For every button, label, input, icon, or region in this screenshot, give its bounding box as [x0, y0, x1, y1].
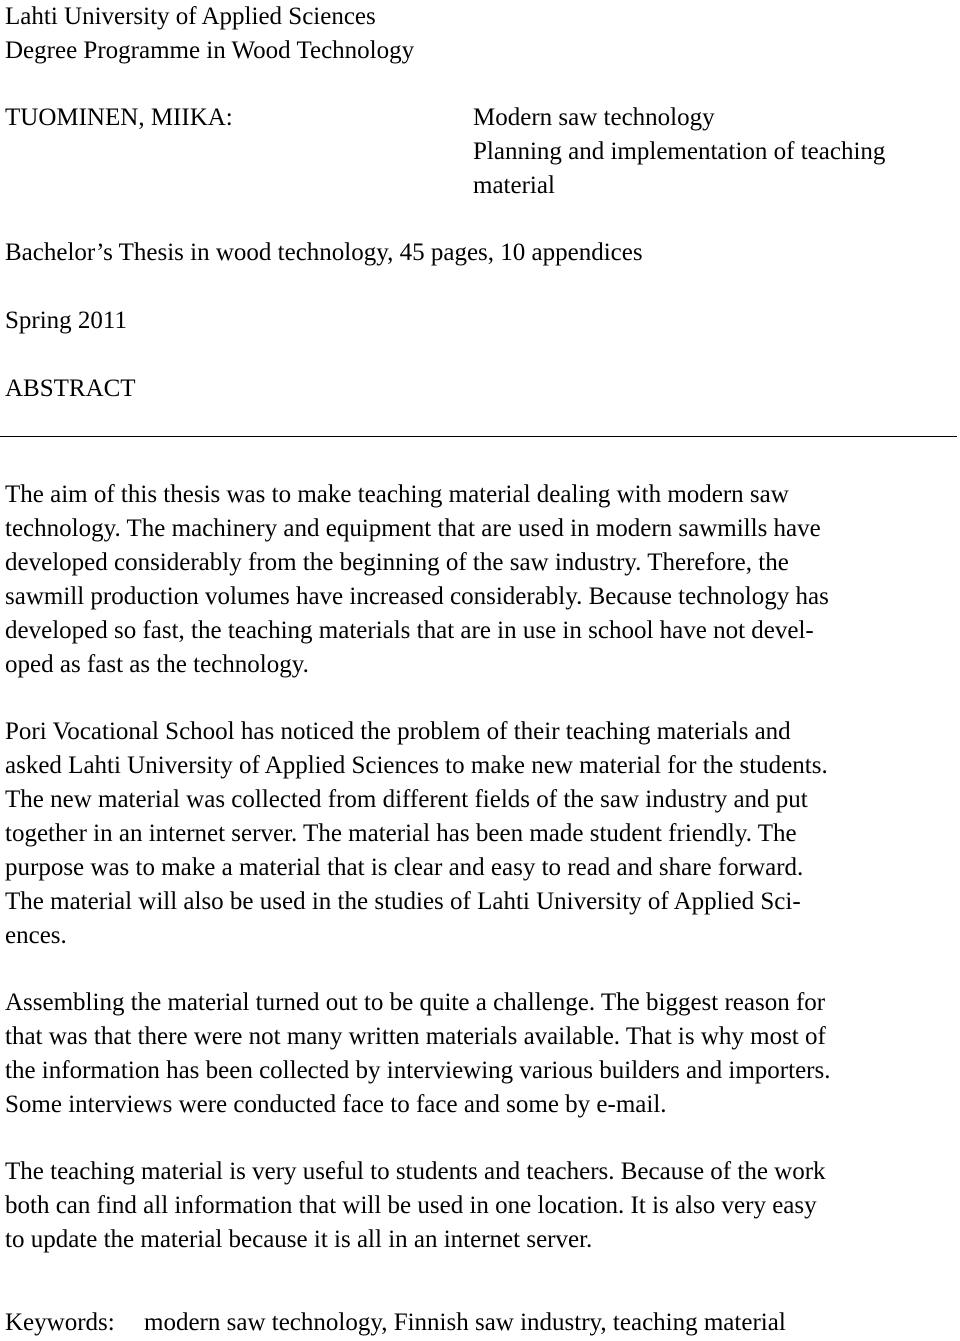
paragraph-line: that was that there were not many written materials available. That is why most of: [5, 1023, 826, 1050]
thesis-title-line: Modern saw technology: [473, 104, 715, 131]
term: Spring 2011: [5, 307, 127, 334]
paragraph-line: The aim of this thesis was to make teaching material dealing with modern saw: [5, 481, 789, 508]
paragraph-line: ences.: [5, 922, 67, 949]
paragraph-line: both can find all information that will be used in one location. It is also very easy: [5, 1192, 817, 1219]
paragraph-line: oped as fast as the technology.: [5, 651, 309, 678]
keywords-value: modern saw technology, Finnish saw industry, teaching material: [144, 1309, 786, 1336]
keywords-label: Keywords:: [5, 1309, 115, 1336]
thesis-title-line: material: [473, 172, 555, 199]
paragraph-line: Some interviews were conducted face to face and some by e-mail.: [5, 1091, 667, 1118]
thesis-info: Bachelor’s Thesis in wood technology, 45 pages, 10 appendices: [5, 239, 643, 266]
paragraph-line: The teaching material is very useful to students and teachers. Because of the work: [5, 1158, 826, 1185]
paragraph-line: technology. The machinery and equipment that are used in modern sawmills have: [5, 515, 821, 542]
paragraph-line: to update the material because it is all in an internet server.: [5, 1226, 593, 1253]
paragraph-line: sawmill production volumes have increased considerably. Because technology has: [5, 583, 829, 610]
paragraph-line: developed considerably from the beginning of the saw industry. Therefore, the: [5, 549, 789, 576]
paragraph-line: The new material was collected from different fields of the saw industry and put: [5, 786, 808, 813]
thesis-title-line: Planning and implementation of teaching: [473, 138, 886, 165]
horizontal-rule: [0, 436, 957, 437]
paragraph-line: together in an internet server. The material has been made student friendly. The: [5, 820, 797, 847]
paragraph-line: The material will also be used in the studies of Lahti University of Applied Sci-: [5, 888, 801, 915]
institution-name: Lahti University of Applied Sciences: [5, 3, 376, 30]
paragraph-line: Pori Vocational School has noticed the problem of their teaching materials and: [5, 718, 791, 745]
paragraph-line: purpose was to make a material that is clear and easy to read and share forward.: [5, 854, 804, 881]
paragraph-line: asked Lahti University of Applied Sciences to make new material for the students.: [5, 752, 828, 779]
paragraph-line: the information has been collected by interviewing various builders and importers.: [5, 1057, 831, 1084]
section-heading: ABSTRACT: [5, 375, 136, 402]
degree-programme: Degree Programme in Wood Technology: [5, 37, 415, 64]
author-name: TUOMINEN, MIIKA:: [5, 104, 233, 131]
paragraph-line: Assembling the material turned out to be quite a challenge. The biggest reason for: [5, 989, 826, 1016]
paragraph-line: developed so fast, the teaching materials that are in use in school have not devel-: [5, 617, 814, 644]
